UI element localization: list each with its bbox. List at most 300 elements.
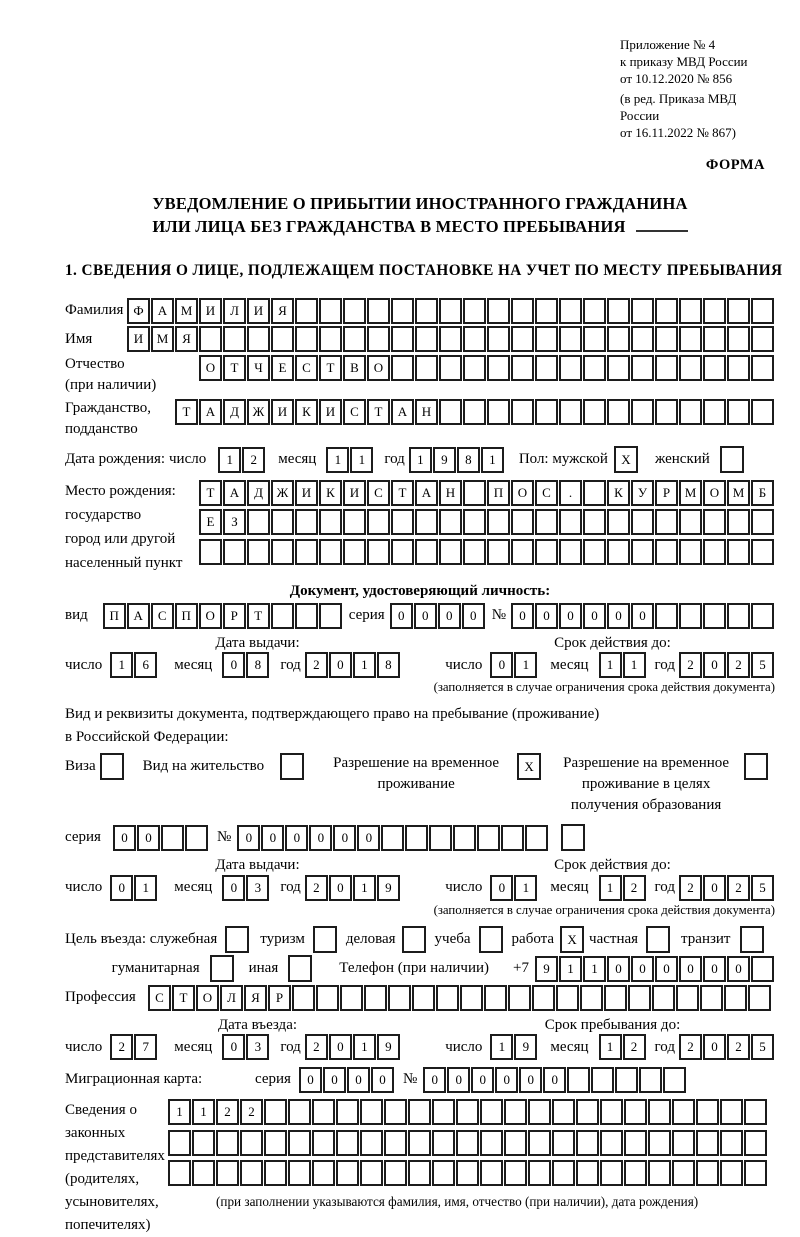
title-underline (636, 216, 688, 232)
char-cell: 0 (543, 1067, 566, 1093)
char-cell (388, 985, 411, 1011)
birth-place-labels (65, 479, 199, 575)
char-cell (751, 956, 774, 982)
char-cell (367, 298, 390, 324)
char-cell (436, 985, 459, 1011)
char-cell: 0 (727, 956, 750, 982)
res-dates-headers (65, 857, 775, 874)
char-cell: 0 (423, 1067, 446, 1093)
res-valid-year-cells (679, 874, 775, 901)
char-cell (751, 539, 774, 565)
char-cell (525, 825, 548, 851)
res-valid-month-cells (599, 874, 647, 901)
char-cell (247, 326, 270, 352)
purpose-private-label: частная (589, 930, 639, 947)
name-row (65, 326, 775, 353)
char-cell: О (199, 603, 222, 629)
res-issue-year-label: год (280, 879, 301, 896)
sex-female-label: женский (654, 451, 710, 468)
purpose-tourism-label: туризм (260, 930, 305, 947)
char-cell (336, 1099, 359, 1125)
birth-place-cells-col (199, 479, 775, 565)
residence-doc-line1: Вид и реквизиты документа, подтверждающего право на пребывание (проживание) (65, 706, 600, 723)
char-cell (724, 985, 747, 1011)
residence-doc-line2: в Российской Федерации: (65, 729, 229, 746)
char-cell: 0 (447, 1067, 470, 1093)
char-cell (453, 825, 476, 851)
legal-label-2: законных (65, 1124, 126, 1141)
id-issue-day-label: число (65, 656, 103, 673)
char-cell (364, 985, 387, 1011)
char-cell (655, 326, 678, 352)
char-cell (312, 1130, 335, 1156)
profession-label: Профессия (65, 989, 136, 1006)
char-cell: 0 (329, 1034, 352, 1060)
birth-month-cells (326, 446, 374, 473)
char-cell (432, 1160, 455, 1186)
migration-card-row (65, 1066, 775, 1093)
id-valid-until-header: Срок действия до: (554, 634, 671, 651)
char-cell (432, 1099, 455, 1125)
char-cell: А (151, 298, 174, 324)
char-cell (504, 1130, 527, 1156)
appendix-line-2: к приказу МВД России (620, 54, 748, 69)
id-issue-month-cells (222, 652, 270, 679)
char-cell (559, 509, 582, 535)
char-cell: 2 (242, 447, 265, 473)
res-number-cells (237, 824, 549, 851)
char-cell (487, 539, 510, 565)
purpose-study-checkbox (479, 926, 504, 953)
id-issue-day-cells (110, 652, 158, 679)
char-cell (607, 539, 630, 565)
char-cell (480, 1160, 503, 1186)
char-cell: Я (244, 985, 267, 1011)
char-cell: 0 (371, 1067, 394, 1093)
char-cell (360, 1130, 383, 1156)
birth-day-cells (218, 446, 266, 473)
char-cell (703, 603, 726, 629)
char-cell: 0 (679, 956, 702, 982)
char-cell (751, 326, 774, 352)
sex-female-checkbox (720, 446, 745, 473)
char-cell: 0 (471, 1067, 494, 1093)
char-cell (535, 326, 558, 352)
char-cell: . (559, 480, 582, 506)
form-title-line2-text: ИЛИ ЛИЦА БЕЗ ГРАЖДАНСТВА В МЕСТО ПРЕБЫВАНИЯ (152, 217, 626, 236)
char-cell (508, 985, 531, 1011)
patronymic-label-line1: Отчество (65, 356, 125, 373)
char-cell: С (151, 603, 174, 629)
surname-cells (127, 297, 775, 324)
surname-row (65, 297, 775, 324)
name-cells (127, 326, 775, 353)
res-valid-note: (заполняется в случае ограничения срока действия документа) (433, 902, 775, 917)
char-cell (655, 603, 678, 629)
char-cell (340, 985, 363, 1011)
char-cell: 0 (237, 825, 260, 851)
entry-month-label: месяц (174, 1038, 213, 1055)
char-cell (199, 326, 222, 352)
char-cell: 0 (329, 652, 352, 678)
citizenship-label-line2: подданство (65, 421, 138, 438)
birth-place-cells-2 (199, 509, 775, 536)
id-series-label: серия (348, 607, 385, 624)
char-cell: Я (175, 326, 198, 352)
char-cell (528, 1130, 551, 1156)
char-cell (631, 298, 654, 324)
char-cell: 0 (357, 825, 380, 851)
char-cell (391, 326, 414, 352)
char-cell: И (247, 298, 270, 324)
form-title-line2 (65, 215, 775, 238)
char-cell: 9 (514, 1034, 537, 1060)
char-cell: И (127, 326, 150, 352)
appendix-block (620, 36, 775, 141)
id-series-cells (390, 602, 486, 629)
char-cell: 1 (599, 1034, 622, 1060)
entry-purpose-row (65, 926, 775, 953)
char-cell (535, 509, 558, 535)
char-cell (703, 326, 726, 352)
char-cell (168, 1130, 191, 1156)
char-cell (631, 509, 654, 535)
char-cell: Р (223, 603, 246, 629)
char-cell (628, 985, 651, 1011)
visa-label: Виза (65, 758, 96, 775)
res-valid-until-group (445, 874, 775, 901)
char-cell (720, 1099, 743, 1125)
char-cell (360, 1160, 383, 1186)
char-cell (408, 1130, 431, 1156)
char-cell: 1 (583, 956, 606, 982)
res-valid-until-header: Срок действия до: (554, 857, 671, 874)
checkbox-cell (100, 753, 124, 780)
char-cell: 0 (559, 603, 582, 629)
appendix-note-2: от 16.11.2022 № 867) (620, 125, 737, 140)
char-cell (703, 509, 726, 535)
id-issue-date-group (65, 652, 445, 679)
char-cell (439, 399, 462, 425)
char-cell (487, 355, 510, 381)
char-cell (415, 509, 438, 535)
char-cell (168, 1160, 191, 1186)
char-cell (679, 355, 702, 381)
char-cell (463, 326, 486, 352)
char-cell (295, 539, 318, 565)
char-cell: П (487, 480, 510, 506)
res-issue-day-cells (110, 874, 158, 901)
char-cell: М (727, 480, 750, 506)
birth-date-label: Дата рождения: (65, 451, 166, 468)
char-cell: 1 (559, 956, 582, 982)
id-issue-month-label: месяц (174, 656, 213, 673)
checkbox-cell (402, 926, 426, 953)
char-cell: 0 (137, 825, 160, 851)
citizenship-row (65, 398, 775, 440)
char-cell: П (175, 603, 198, 629)
id-valid-year-cells (679, 652, 775, 679)
char-cell (679, 326, 702, 352)
char-cell (727, 539, 750, 565)
char-cell: 0 (113, 825, 136, 851)
purpose-row-2 (65, 955, 775, 982)
char-cell: Я (271, 298, 294, 324)
char-cell (295, 326, 318, 352)
char-cell (415, 298, 438, 324)
char-cell (696, 1160, 719, 1186)
char-cell: 2 (679, 652, 702, 678)
char-cell (439, 539, 462, 565)
char-cell (316, 985, 339, 1011)
char-cell: 0 (110, 875, 133, 901)
appendix-line-3: от 10.12.2020 № 856 (620, 71, 733, 86)
char-cell: Н (439, 480, 462, 506)
identity-doc-heading: Документ, удостоверяющий личность: (289, 583, 551, 600)
checkbox-cell (720, 446, 744, 473)
checkbox-cell: X (560, 926, 584, 953)
patronymic-label-line2: (при наличии) (65, 377, 157, 394)
char-cell: З (223, 509, 246, 535)
char-cell: 9 (433, 447, 456, 473)
id-number-cells (511, 602, 775, 629)
char-cell: М (679, 480, 702, 506)
char-cell: С (295, 355, 318, 381)
residence-doc-series-row (65, 824, 775, 851)
char-cell (319, 326, 342, 352)
purpose-other-checkbox (288, 955, 313, 982)
id-valid-until-group (445, 652, 775, 679)
char-cell (751, 355, 774, 381)
char-cell: 0 (703, 875, 726, 901)
char-cell (511, 298, 534, 324)
id-issue-year-label: год (280, 656, 301, 673)
char-cell: 0 (655, 956, 678, 982)
char-cell (511, 399, 534, 425)
char-cell (292, 985, 315, 1011)
char-cell (552, 1099, 575, 1125)
char-cell (639, 1067, 662, 1093)
res-issue-date-header: Дата выдачи: (215, 857, 300, 874)
char-cell: Т (319, 355, 342, 381)
char-cell (615, 1067, 638, 1093)
char-cell (624, 1130, 647, 1156)
name-label: Имя (65, 330, 93, 347)
char-cell (511, 539, 534, 565)
char-cell (679, 399, 702, 425)
char-cell (439, 355, 462, 381)
char-cell: 2 (240, 1099, 263, 1125)
char-cell: Т (391, 480, 414, 506)
char-cell (655, 539, 678, 565)
sex-male-label: Пол: мужской (518, 451, 608, 468)
char-cell: О (199, 355, 222, 381)
char-cell (535, 355, 558, 381)
char-cell: Б (751, 480, 774, 506)
migration-card-label: Миграционная карта: (65, 1071, 203, 1088)
id-dates-headers (65, 635, 775, 652)
char-cell (264, 1160, 287, 1186)
char-cell (480, 1130, 503, 1156)
char-cell (720, 1130, 743, 1156)
char-cell (648, 1099, 671, 1125)
mig-number-label: № (402, 1071, 418, 1088)
char-cell: М (175, 298, 198, 324)
residence-permit-row (65, 753, 775, 816)
char-cell: 1 (353, 1034, 376, 1060)
char-cell: 5 (751, 652, 774, 678)
birth-year-label: год (384, 451, 405, 468)
section-1-heading: 1. СВЕДЕНИЯ О ЛИЦЕ, ПОДЛЕЖАЩЕМ ПОСТАНОВКЕ НА УЧЕТ ПО МЕСТУ ПРЕБЫВАНИЯ (65, 262, 783, 279)
char-cell (703, 399, 726, 425)
citizenship-cells (175, 398, 775, 425)
purpose-humanitarian-checkbox (210, 955, 235, 982)
char-cell (412, 985, 435, 1011)
char-cell (367, 539, 390, 565)
char-cell: 1 (599, 652, 622, 678)
char-cell: 9 (377, 875, 400, 901)
char-cell: 0 (519, 1067, 542, 1093)
purpose-business-checkbox (402, 926, 427, 953)
char-cell (367, 509, 390, 535)
char-cell: 1 (481, 447, 504, 473)
mig-series-label: серия (255, 1071, 291, 1088)
char-cell: Т (175, 399, 198, 425)
birth-place-sub3: населенный пункт (65, 555, 183, 572)
char-cell (319, 603, 342, 629)
char-cell (663, 1067, 686, 1093)
identity-doc-row (65, 602, 775, 629)
char-cell (192, 1160, 215, 1186)
char-cell: 5 (751, 1034, 774, 1060)
doc-type-cells (103, 602, 343, 629)
char-cell (552, 1160, 575, 1186)
char-cell (391, 298, 414, 324)
purpose-official-checkbox (225, 926, 250, 953)
char-cell (679, 603, 702, 629)
temp-residence-label: Разрешение на временное проживание (333, 755, 500, 793)
purpose-official-label: Цель въезда: служебная (65, 930, 218, 947)
id-valid-year-label: год (654, 656, 675, 673)
char-cell (655, 298, 678, 324)
char-cell: 1 (134, 875, 157, 901)
char-cell (655, 355, 678, 381)
char-cell (583, 509, 606, 535)
id-valid-note: (заполняется в случае ограничения срока действия документа) (433, 680, 775, 695)
id-number-label: № (491, 607, 506, 624)
char-cell (384, 1130, 407, 1156)
char-cell (624, 1099, 647, 1125)
char-cell (751, 603, 774, 629)
checkbox-cell (744, 753, 768, 780)
char-cell: Л (223, 298, 246, 324)
char-cell: 1 (514, 652, 537, 678)
char-cell (559, 326, 582, 352)
birth-year-cells (409, 446, 505, 473)
char-cell: 1 (409, 447, 432, 473)
char-cell (552, 1130, 575, 1156)
profession-row (65, 984, 775, 1011)
char-cell: О (511, 480, 534, 506)
char-cell: 1 (192, 1099, 215, 1125)
char-cell (655, 399, 678, 425)
char-cell (703, 539, 726, 565)
char-cell (477, 825, 500, 851)
phone-label: Телефон (при наличии) (339, 960, 490, 976)
char-cell (535, 298, 558, 324)
purpose-work-checkbox (560, 926, 585, 953)
char-cell (295, 603, 318, 629)
char-cell: Р (268, 985, 291, 1011)
patronymic-label (65, 354, 199, 396)
char-cell (343, 539, 366, 565)
res-issue-day-label: число (65, 879, 103, 896)
birth-day-label: число (169, 451, 207, 468)
char-cell: И (343, 480, 366, 506)
profession-cells (148, 984, 772, 1011)
char-cell: 0 (535, 603, 558, 629)
char-cell (408, 1099, 431, 1125)
birth-place-sub1: государство (65, 507, 142, 524)
char-cell (432, 1130, 455, 1156)
phone-prefix: +7 (513, 960, 529, 976)
char-cell (748, 985, 771, 1011)
char-cell: 0 (495, 1067, 518, 1093)
legal-representatives-labels (65, 1099, 168, 1237)
char-cell: И (271, 399, 294, 425)
legal-label-1: Сведения о (65, 1101, 137, 1118)
char-cell: 0 (285, 825, 308, 851)
char-cell: Е (271, 355, 294, 381)
char-cell (295, 298, 318, 324)
patronymic-row (65, 354, 775, 396)
char-cell (559, 298, 582, 324)
char-cell: Т (223, 355, 246, 381)
mig-number-cells (423, 1066, 687, 1093)
char-cell (240, 1130, 263, 1156)
stay-day-cells (490, 1034, 538, 1061)
res-number-label: № (217, 829, 232, 846)
char-cell: 2 (679, 875, 702, 901)
char-cell (631, 539, 654, 565)
res-series-label: серия (65, 829, 101, 846)
char-cell (751, 509, 774, 535)
char-cell (295, 509, 318, 535)
residence-permit-label: Вид на жительство (142, 758, 265, 775)
char-cell: Т (172, 985, 195, 1011)
char-cell: А (127, 603, 150, 629)
char-cell: 1 (110, 652, 133, 678)
char-cell (223, 326, 246, 352)
char-cell: 5 (751, 875, 774, 901)
char-cell (631, 355, 654, 381)
entry-day-label: число (65, 1038, 103, 1055)
entry-month-cells (222, 1034, 270, 1061)
char-cell (679, 539, 702, 565)
char-cell: 0 (703, 652, 726, 678)
char-cell (672, 1160, 695, 1186)
birth-month-label: месяц (278, 451, 317, 468)
legal-label-6: попечителях) (65, 1216, 151, 1233)
entry-year-cells (305, 1034, 401, 1061)
char-cell (607, 399, 630, 425)
char-cell (679, 298, 702, 324)
char-cell (583, 298, 606, 324)
char-cell (484, 985, 507, 1011)
char-cell: 3 (246, 1034, 269, 1060)
char-cell: Т (199, 480, 222, 506)
char-cell: В (343, 355, 366, 381)
